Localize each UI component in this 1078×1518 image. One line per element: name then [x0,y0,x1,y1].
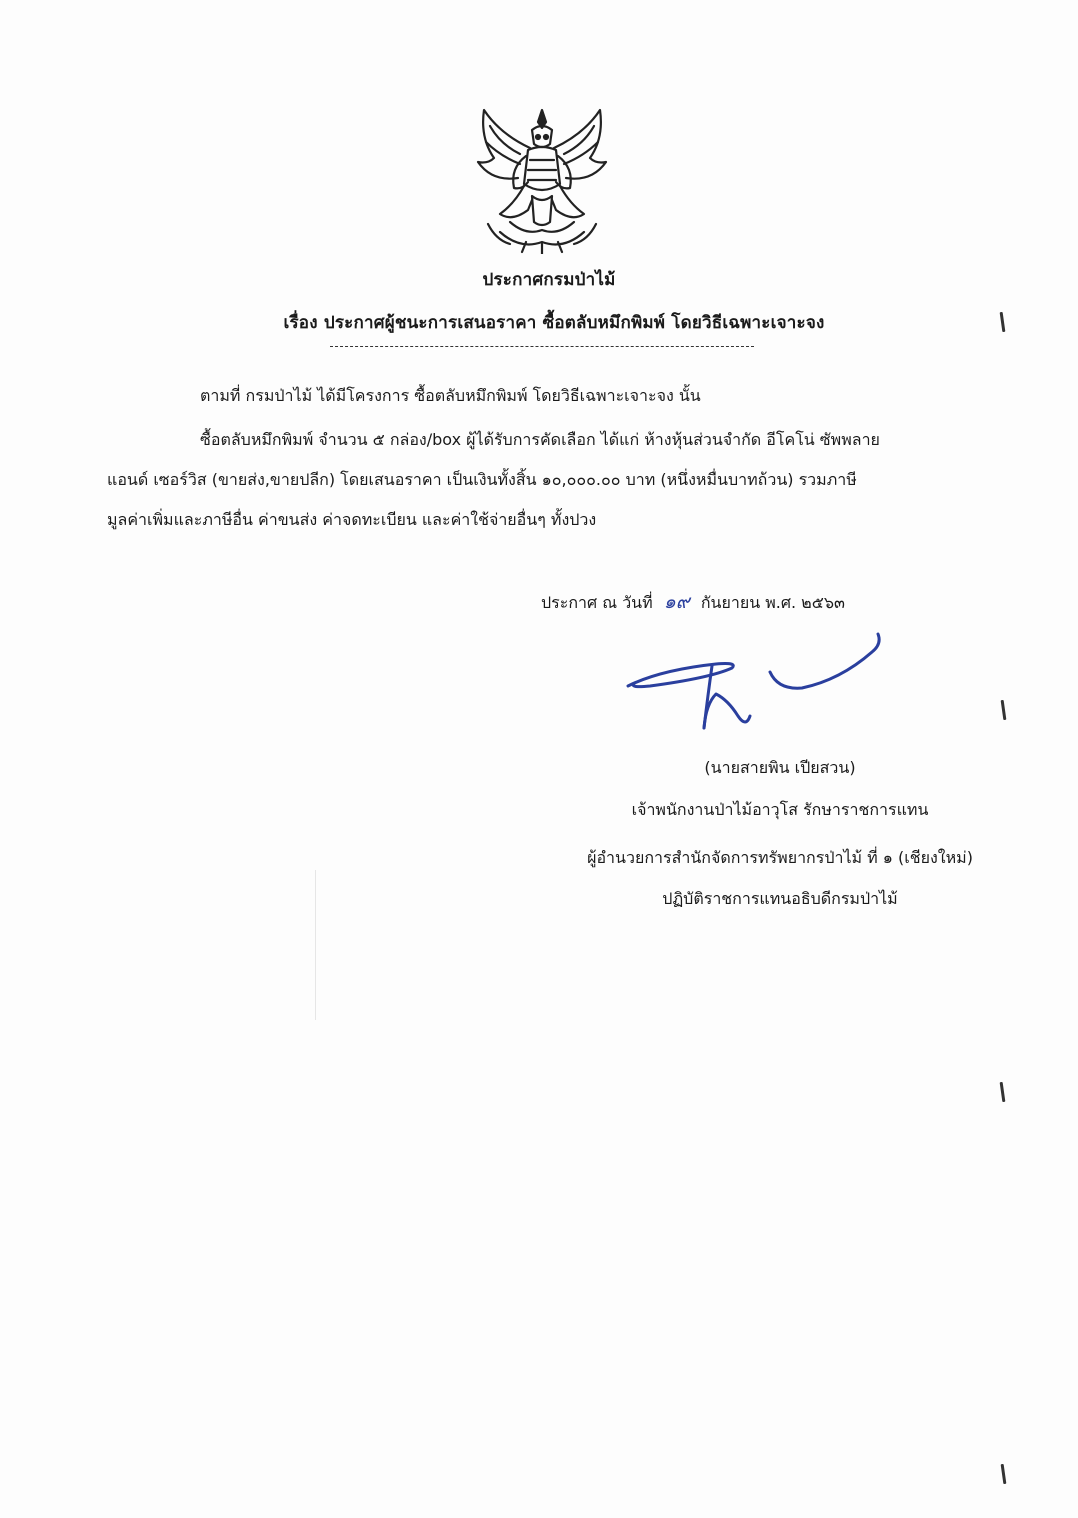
date-day-handwritten: ๑๙ [663,591,690,613]
signatory-position-1: เจ้าพนักงานป่าไม้อาวุโส รักษาราชการแทน [631,800,929,819]
body-paragraph-line-4: มูลค่าเพิ่มและภาษีอื่น ค่าขนส่ง ค่าจดทะเบียน และค่าใช้จ่ายอื่นๆ ทั้งปวง [107,510,597,529]
signatory-position-2: ผู้อำนวยการสำนักจัดการทรัพยากรป่าไม้ ที่ ๑ (เชียงใหม่) [587,848,973,867]
announcement-date [541,587,845,617]
signatory-position-3: ปฏิบัติราชการแทนอธิบดีกรมป่าไม้ [662,889,898,908]
punch-hole-mark [1001,700,1007,720]
announcement-subject: เรื่อง ประกาศผู้ชนะการเสนอราคา ซื้อตลับหมึกพิมพ์ โดยวิธีเฉพาะเจาะจง [283,313,825,333]
body-paragraph-line-3: แอนด์ เซอร์วิส (ขายส่ง,ขายปลีก) โดยเสนอราคา เป็นเงินทั้งสิ้น ๑๐,๐๐๐.๐๐ บาท (หนึ่งหมื่นบาทถ้วน) รวมภาษี [107,470,857,489]
scan-artifact-line [315,870,316,1020]
date-month-year: กันยายน พ.ศ. ๒๕๖๓ [700,593,845,612]
separator-line [330,346,754,347]
announcement-title: ประกาศกรมป่าไม้ [482,270,616,290]
date-prefix: ประกาศ ณ วันที่ [541,593,653,612]
garuda-emblem-icon [470,104,614,254]
body-paragraph-line-1: ตามที่ กรมป่าไม้ ได้มีโครงการ ซื้อตลับหมึกพิมพ์ โดยวิธีเฉพาะเจาะจง นั้น [200,386,701,405]
body-paragraph-line-2: ซื้อตลับหมึกพิมพ์ จำนวน ๕ กล่อง/box ผู้ได้รับการคัดเลือก ได้แก่ ห้างหุ้นส่วนจำกัด อีโคโน่ ซัพพลาย [200,430,880,449]
punch-hole-mark [1000,1082,1006,1102]
signatory-name: (นายสายพิน เปียสวน) [704,758,856,777]
handwritten-signature [620,624,890,742]
punch-hole-mark [1001,1464,1007,1484]
